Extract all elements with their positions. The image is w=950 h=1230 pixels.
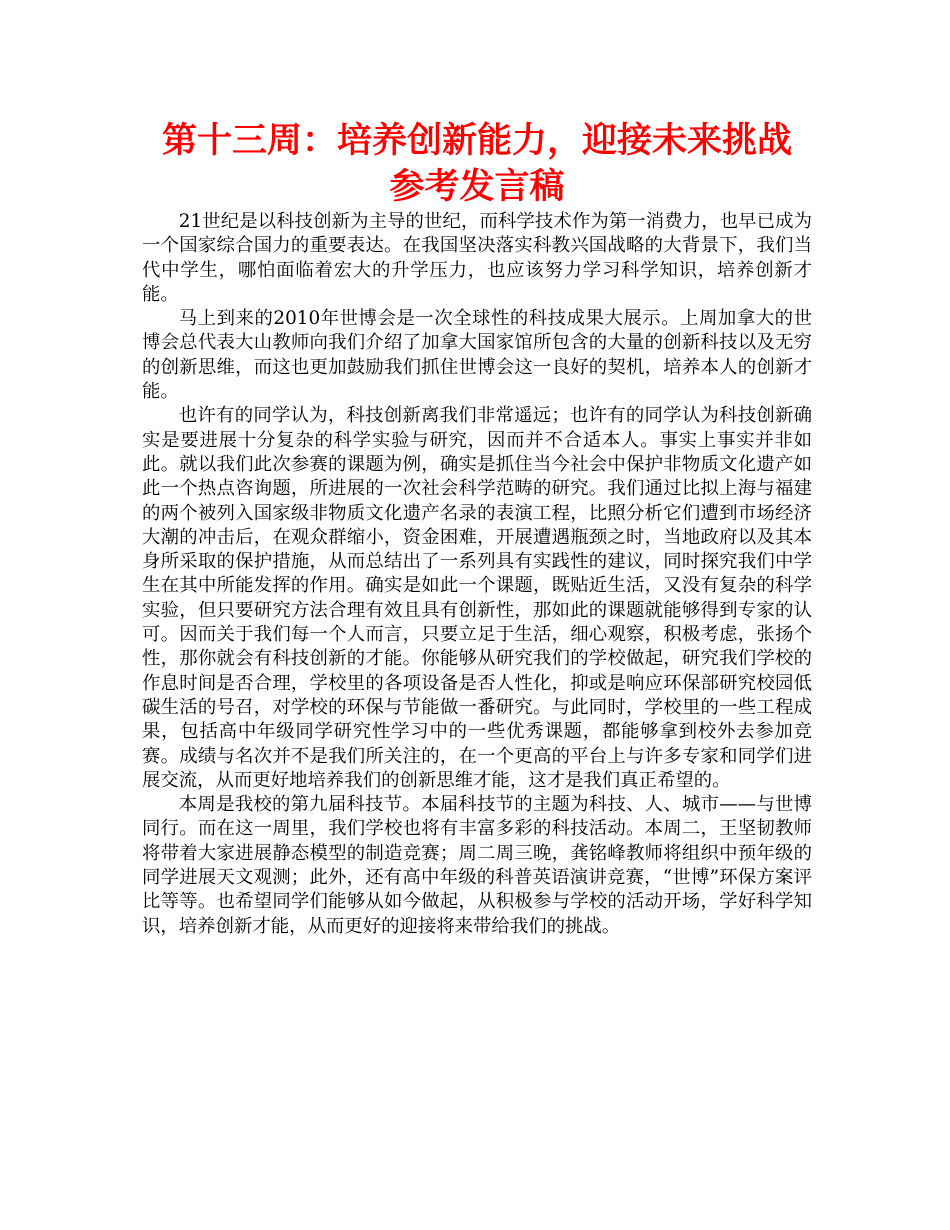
title-line-2: 参考发言稿 [389, 167, 565, 207]
paragraph-2: 马上到来的2010年世博会是一次全球性的科技成果大展示。上周加拿大的世博会总代表大山教师向我们介绍了加拿大国家馆所包含的大量的创新科技以及无穷的创新思维，而这也更加鼓励我们抓住世博会这一良好的契机，培养本人的创新才能。 [142, 308, 812, 403]
paragraph-1: 21世纪是以科技创新为主导的世纪，而科学技术作为第一消费力，也早已成为一个国家综合国力的重要表达。在我国坚决落实科教兴国战略的大背景下，我们当代中学生，哪怕面临着宏大的升学压力，也应该努力学习科学知识，培养创新才能。 [142, 211, 812, 305]
paragraph-3: 也许有的同学认为，科技创新离我们非常遥远；也许有的同学认为科技创新确实是要进展十分复杂的科学实验与研究，因而并不合适本人。事实上事实并非如此。就以我们此次参赛的课题为例，确实是抓住当今社会中保护非物质文化遗产如此一个热点咨询题，所进展的一次社会科学范畴的研究。我们通过比拟上海与福建的两个被列入国家级非物质文化遗产名录的表演工程，比照分析它们遭到市场经济大潮的冲击后，在观众群缩小，资金困难，开展遭遇瓶颈之时，当地政府以及其本身所采取的保护措施，从而总结出了一系列具有实践性的建议，同时探究我们中学生在其中所能发挥的作用。确实是如此一个课题，既贴近生活，又没有复杂的科学实验，但只要研究方法合理有效且具有创新性，那如此的课题就能够得到专家的认可。因而关于我们每一个人而言，只要立足于生活，细心观察，积极考虑，张扬个性，那你就会有科技创新的才能。你能够从研究我们的学校做起，研究我们学校的作息时间是否合理，学校里的各项设备是否人性化，抑或是响应环保部研究校园低碳生活的号召，对学校的环保与节能做一番研究。与此同时，学校里的一些工程成果，包括高中年级同学研究性学习中的一些优秀课题，都能够拿到校外去参加竞赛。成绩与名次并不是我们所关注的，在一个更高的平台上与许多专家和同学们进展交流，从而更好地培养我们的创新思维才能，这才是我们真正希望的。 [142, 405, 812, 791]
document-body [142, 210, 812, 939]
title-line-1: 第十三周：培养创新能力，迎接未来挑战 [161, 121, 792, 161]
paragraph-4: 本周是我校的第九届科技节。本届科技节的主题为科技、人、城市——与世博同行。而在这一周里，我们学校也将有丰富多彩的科技活动。本周二，王坚韧教师将带着大家进展静态模型的制造竞赛；周二周三晚，龚铭峰教师将组织中预年级的同学进展天文观测；此外，还有高中年级的科普英语演讲竞赛，“世博”环保方案评比等等。也希望同学们能够从如今做起，从积极参与学校的活动开场，学好科学知识，培养创新才能，从而更好的迎接将来带给我们的挑战。 [142, 794, 812, 937]
document-page [142, 118, 812, 939]
document-title [142, 118, 812, 210]
